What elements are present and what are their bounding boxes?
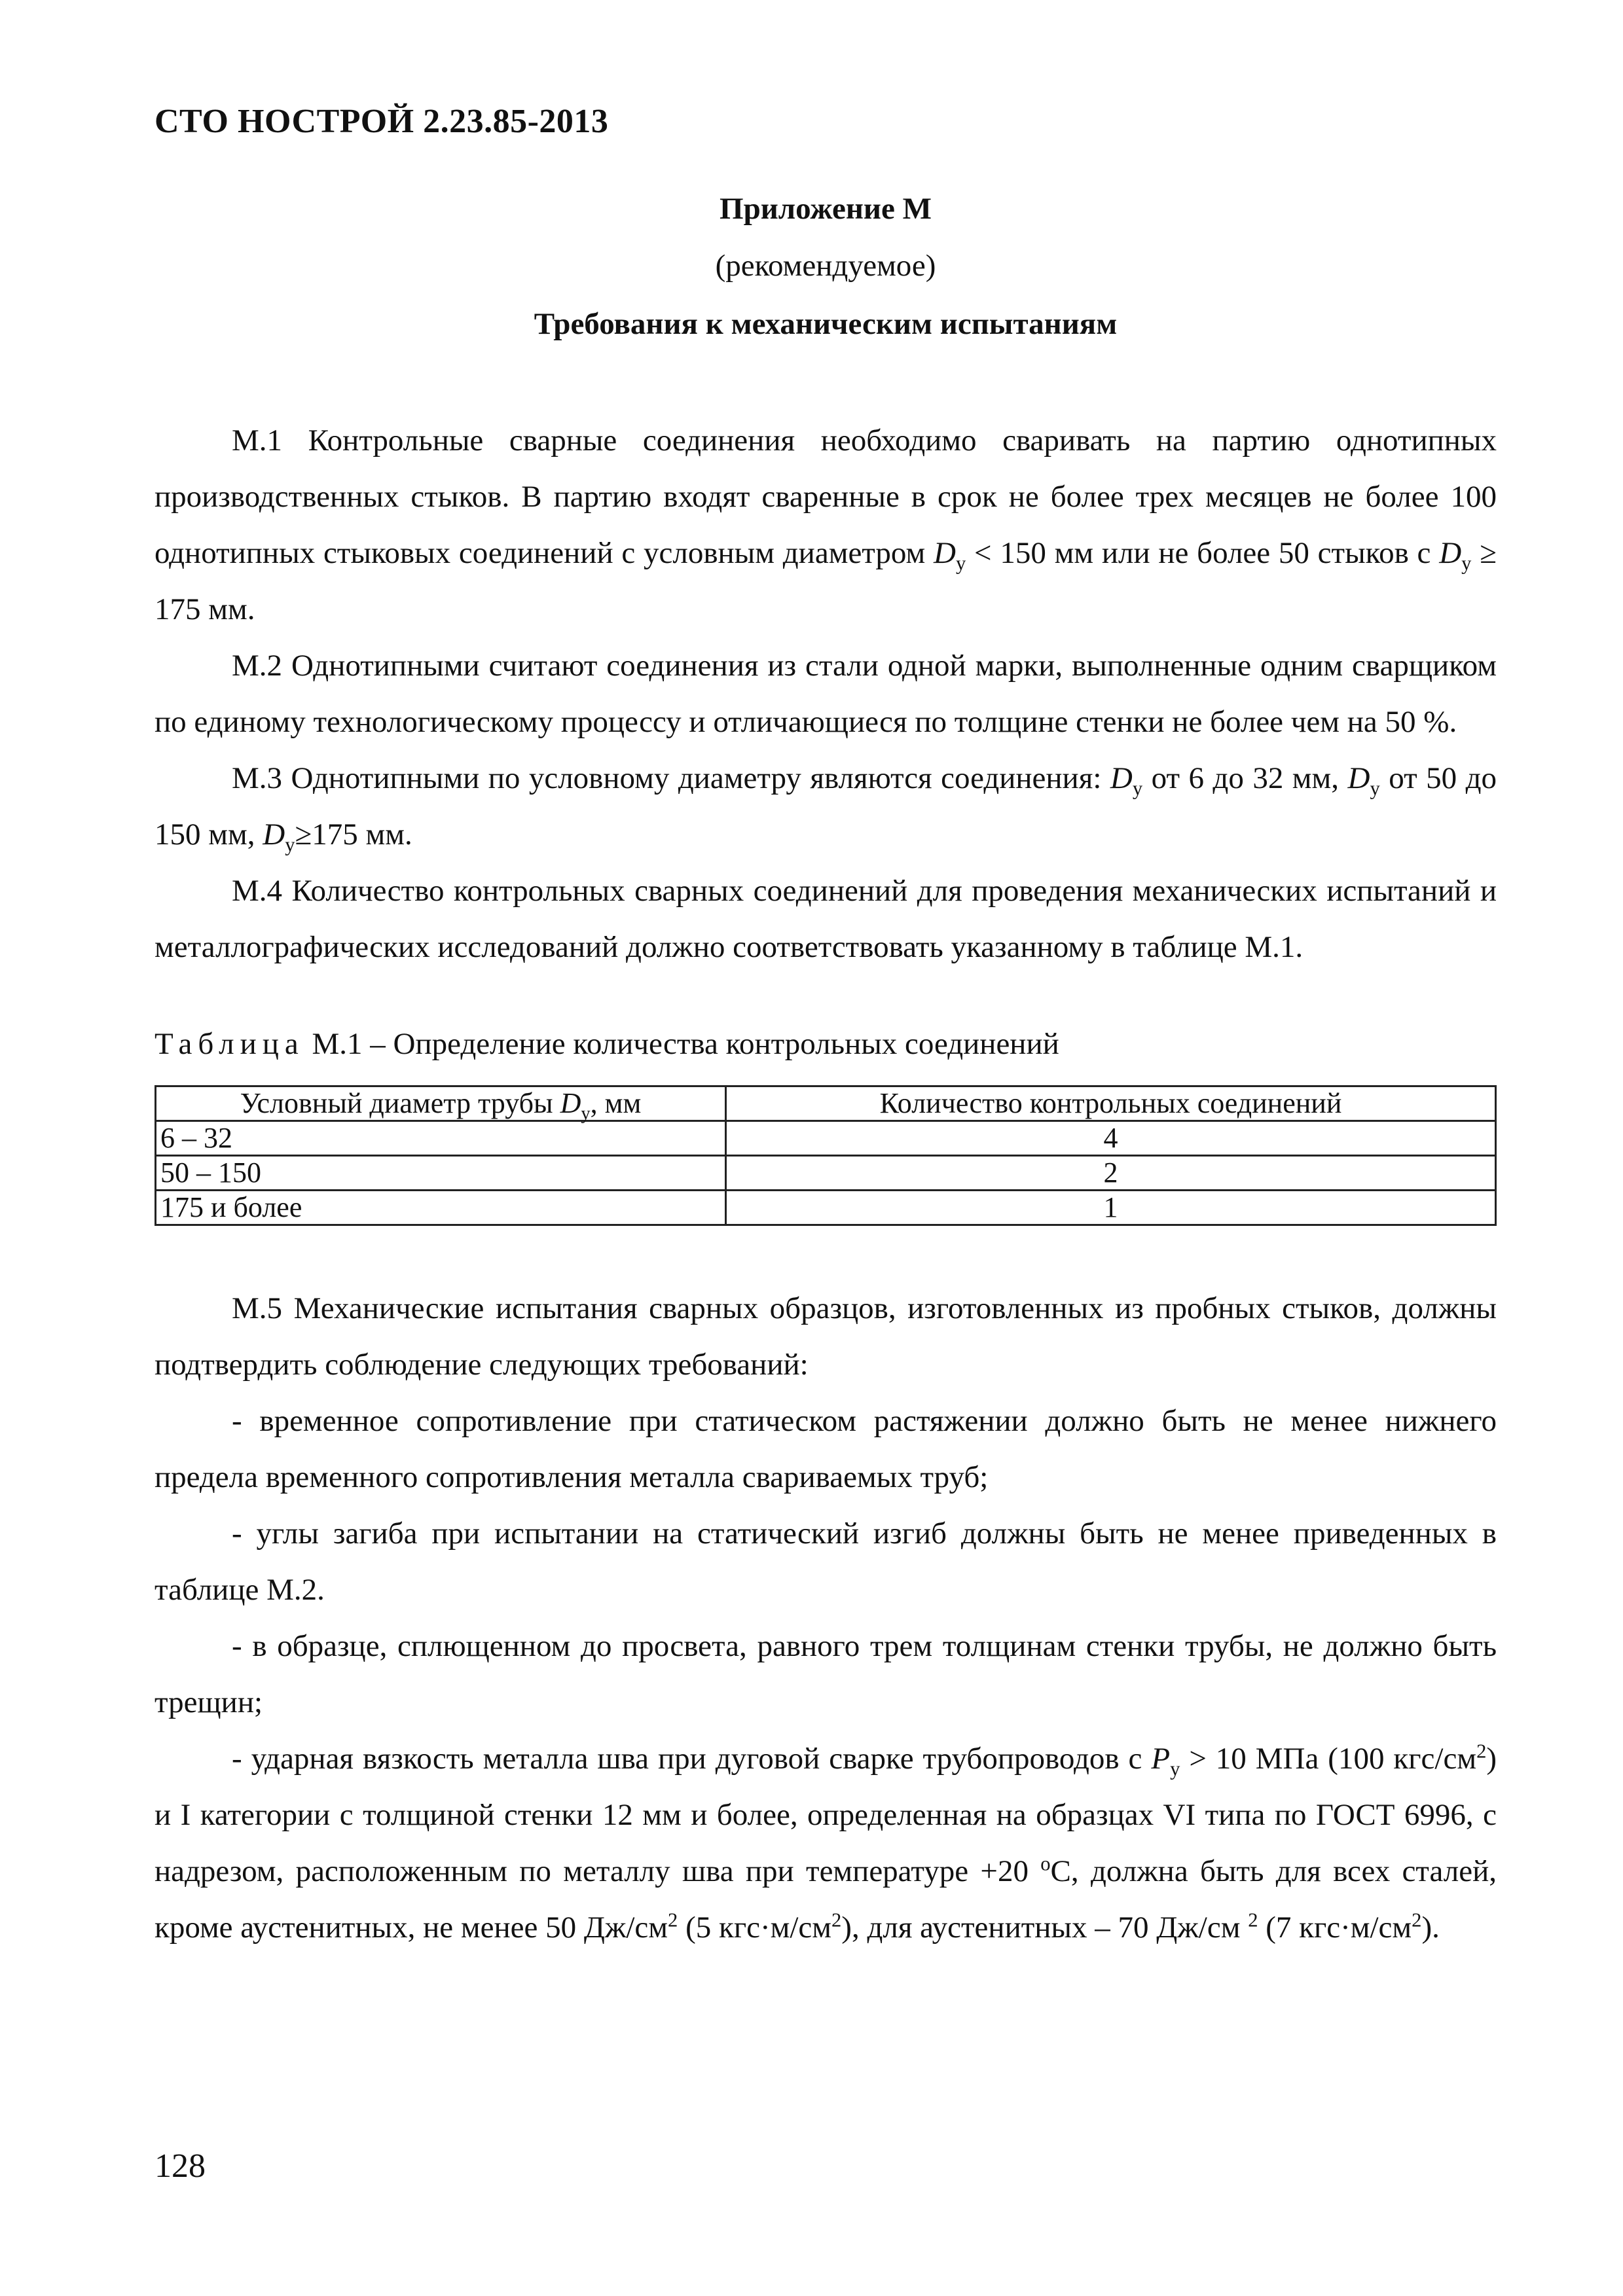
paragraph-m1 (155, 412, 1497, 637)
superscript-2: 2 (668, 1909, 678, 1931)
symbol-d: D (1439, 536, 1462, 570)
table-cell-count: 2 (726, 1156, 1496, 1191)
requirement-item-3: - в образце, сплющенном до просвета, равного трем толщинам стенки трубы, не должно быть трещин; (155, 1629, 1497, 1719)
table-cell-diameter: 175 и более (156, 1191, 726, 1225)
subscript-y: у (1170, 1757, 1180, 1780)
text-fragment: ), для аустенитных – 70 Дж/см (841, 1910, 1249, 1945)
paragraph-m5: М.5 Механические испытания сварных образцов, изготовленных из пробных стыков, должны подтвердить соблюдение следующих требований: (155, 1291, 1497, 1382)
table-header-count: Количество контрольных соединений (726, 1086, 1496, 1121)
appendix-status: (рекомендуемое) (715, 249, 936, 283)
symbol-d: D (1347, 761, 1370, 795)
body-block-1 (155, 412, 1497, 975)
paragraph-m3 (155, 750, 1497, 863)
body-block-2 (155, 1280, 1497, 1956)
table-cell-count: 1 (726, 1191, 1496, 1225)
table-row (156, 1121, 1496, 1156)
superscript-2: 2 (1476, 1740, 1487, 1763)
symbol-d: D (1110, 761, 1133, 795)
text-fragment: ≥175 мм. (295, 817, 412, 852)
paragraph-m4: М.4 Количество контрольных сварных соединений для проведения механических испытаний и металлографических исследований должно соответствовать указанному в таблице М.1. (155, 874, 1497, 964)
table-cell-diameter: 50 – 150 (156, 1156, 726, 1191)
requirement-item-1: - временное сопротивление при статическом растяжении должно быть не менее нижнего предела временного сопротивления металла свариваемых труб; (155, 1404, 1497, 1494)
superscript-2: 2 (831, 1909, 842, 1931)
table-header-diameter (156, 1086, 726, 1124)
table-cell-count: 4 (726, 1121, 1496, 1156)
table-caption-label: Таблица (155, 1027, 304, 1061)
table-cell-diameter: 6 – 32 (156, 1121, 726, 1156)
subscript-y: у (1461, 552, 1472, 575)
text-fragment: от 50 до 150 мм, (155, 761, 1497, 852)
symbol-d: D (560, 1087, 581, 1119)
degree-sign: o (1040, 1852, 1051, 1875)
symbol-p: P (1151, 1742, 1171, 1776)
text-fragment: - ударная вязкость металла шва при дуговой сварке трубопроводов с (232, 1742, 1152, 1776)
subscript-y: у (1370, 777, 1380, 800)
text-fragment: от 6 до 32 мм, (1142, 761, 1348, 795)
text-fragment: (7 кгс·м/см (1258, 1910, 1412, 1945)
text-fragment: , мм (590, 1087, 642, 1119)
document-code: СТО НОСТРОЙ 2.23.85-2013 (155, 103, 609, 140)
text-fragment: ≥ 175 мм. (155, 536, 1497, 626)
appendix-heading: Требования к механическим испытаниям (534, 307, 1118, 341)
text-fragment: С, должна быть для всех сталей, кроме аустенитных, не менее 50 Дж/см (155, 1854, 1497, 1945)
text-fragment: М.3 Однотипными по условному диаметру являются соединения: (232, 761, 1110, 795)
symbol-d: D (934, 536, 956, 570)
text-fragment: > 10 МПа (100 кгс/см (1180, 1742, 1477, 1776)
table-caption (155, 1026, 1059, 1062)
requirement-item-4 (155, 1731, 1497, 1956)
text-fragment: < 150 мм или не более 50 стыков с (966, 536, 1440, 570)
paragraph-m2: М.2 Однотипными считают соединения из стали одной марки, выполненные одним сварщиком по единому технологическому процессу и отличающиеся по толщине стенки не более чем на 50 %. (155, 649, 1497, 739)
text-fragment: ) и I категории с толщиной стенки 12 мм и более, определенная на образцах VI типа по ГОСТ 6996, с надрезом, расположенным по металлу шва при температуре +20 (155, 1742, 1497, 1888)
table-caption-text: М.1 – Определение количества контрольных соединений (304, 1027, 1059, 1061)
text-fragment: Условный диаметр трубы (240, 1087, 560, 1119)
text-fragment: М.1 Контрольные сварные соединения необходимо сваривать на партию однотипных производственных стыков. В партию входят сваренные в срок не более трех месяцев не более 100 однотипных стыковых соединений с условным диаметром (155, 423, 1497, 570)
superscript-2: 2 (1248, 1909, 1258, 1931)
control-joints-table (155, 1085, 1497, 1226)
requirement-item-2: - углы загиба при испытании на статический изгиб должны быть не менее приведенных в таблице М.2. (155, 1516, 1497, 1607)
text-fragment: ). (1421, 1910, 1440, 1945)
subscript-y: у (1132, 777, 1143, 800)
appendix-title: Приложение М (720, 192, 932, 226)
table-row (156, 1191, 1496, 1225)
subscript-y: у (581, 1103, 591, 1124)
text-fragment: (5 кгс·м/см (678, 1910, 832, 1945)
table-header-row (156, 1086, 1496, 1121)
page-number: 128 (155, 2147, 206, 2185)
subscript-y: у (285, 833, 295, 856)
subscript-y: у (955, 552, 966, 575)
symbol-d: D (263, 817, 285, 852)
superscript-2: 2 (1412, 1909, 1422, 1931)
table-row (156, 1156, 1496, 1191)
